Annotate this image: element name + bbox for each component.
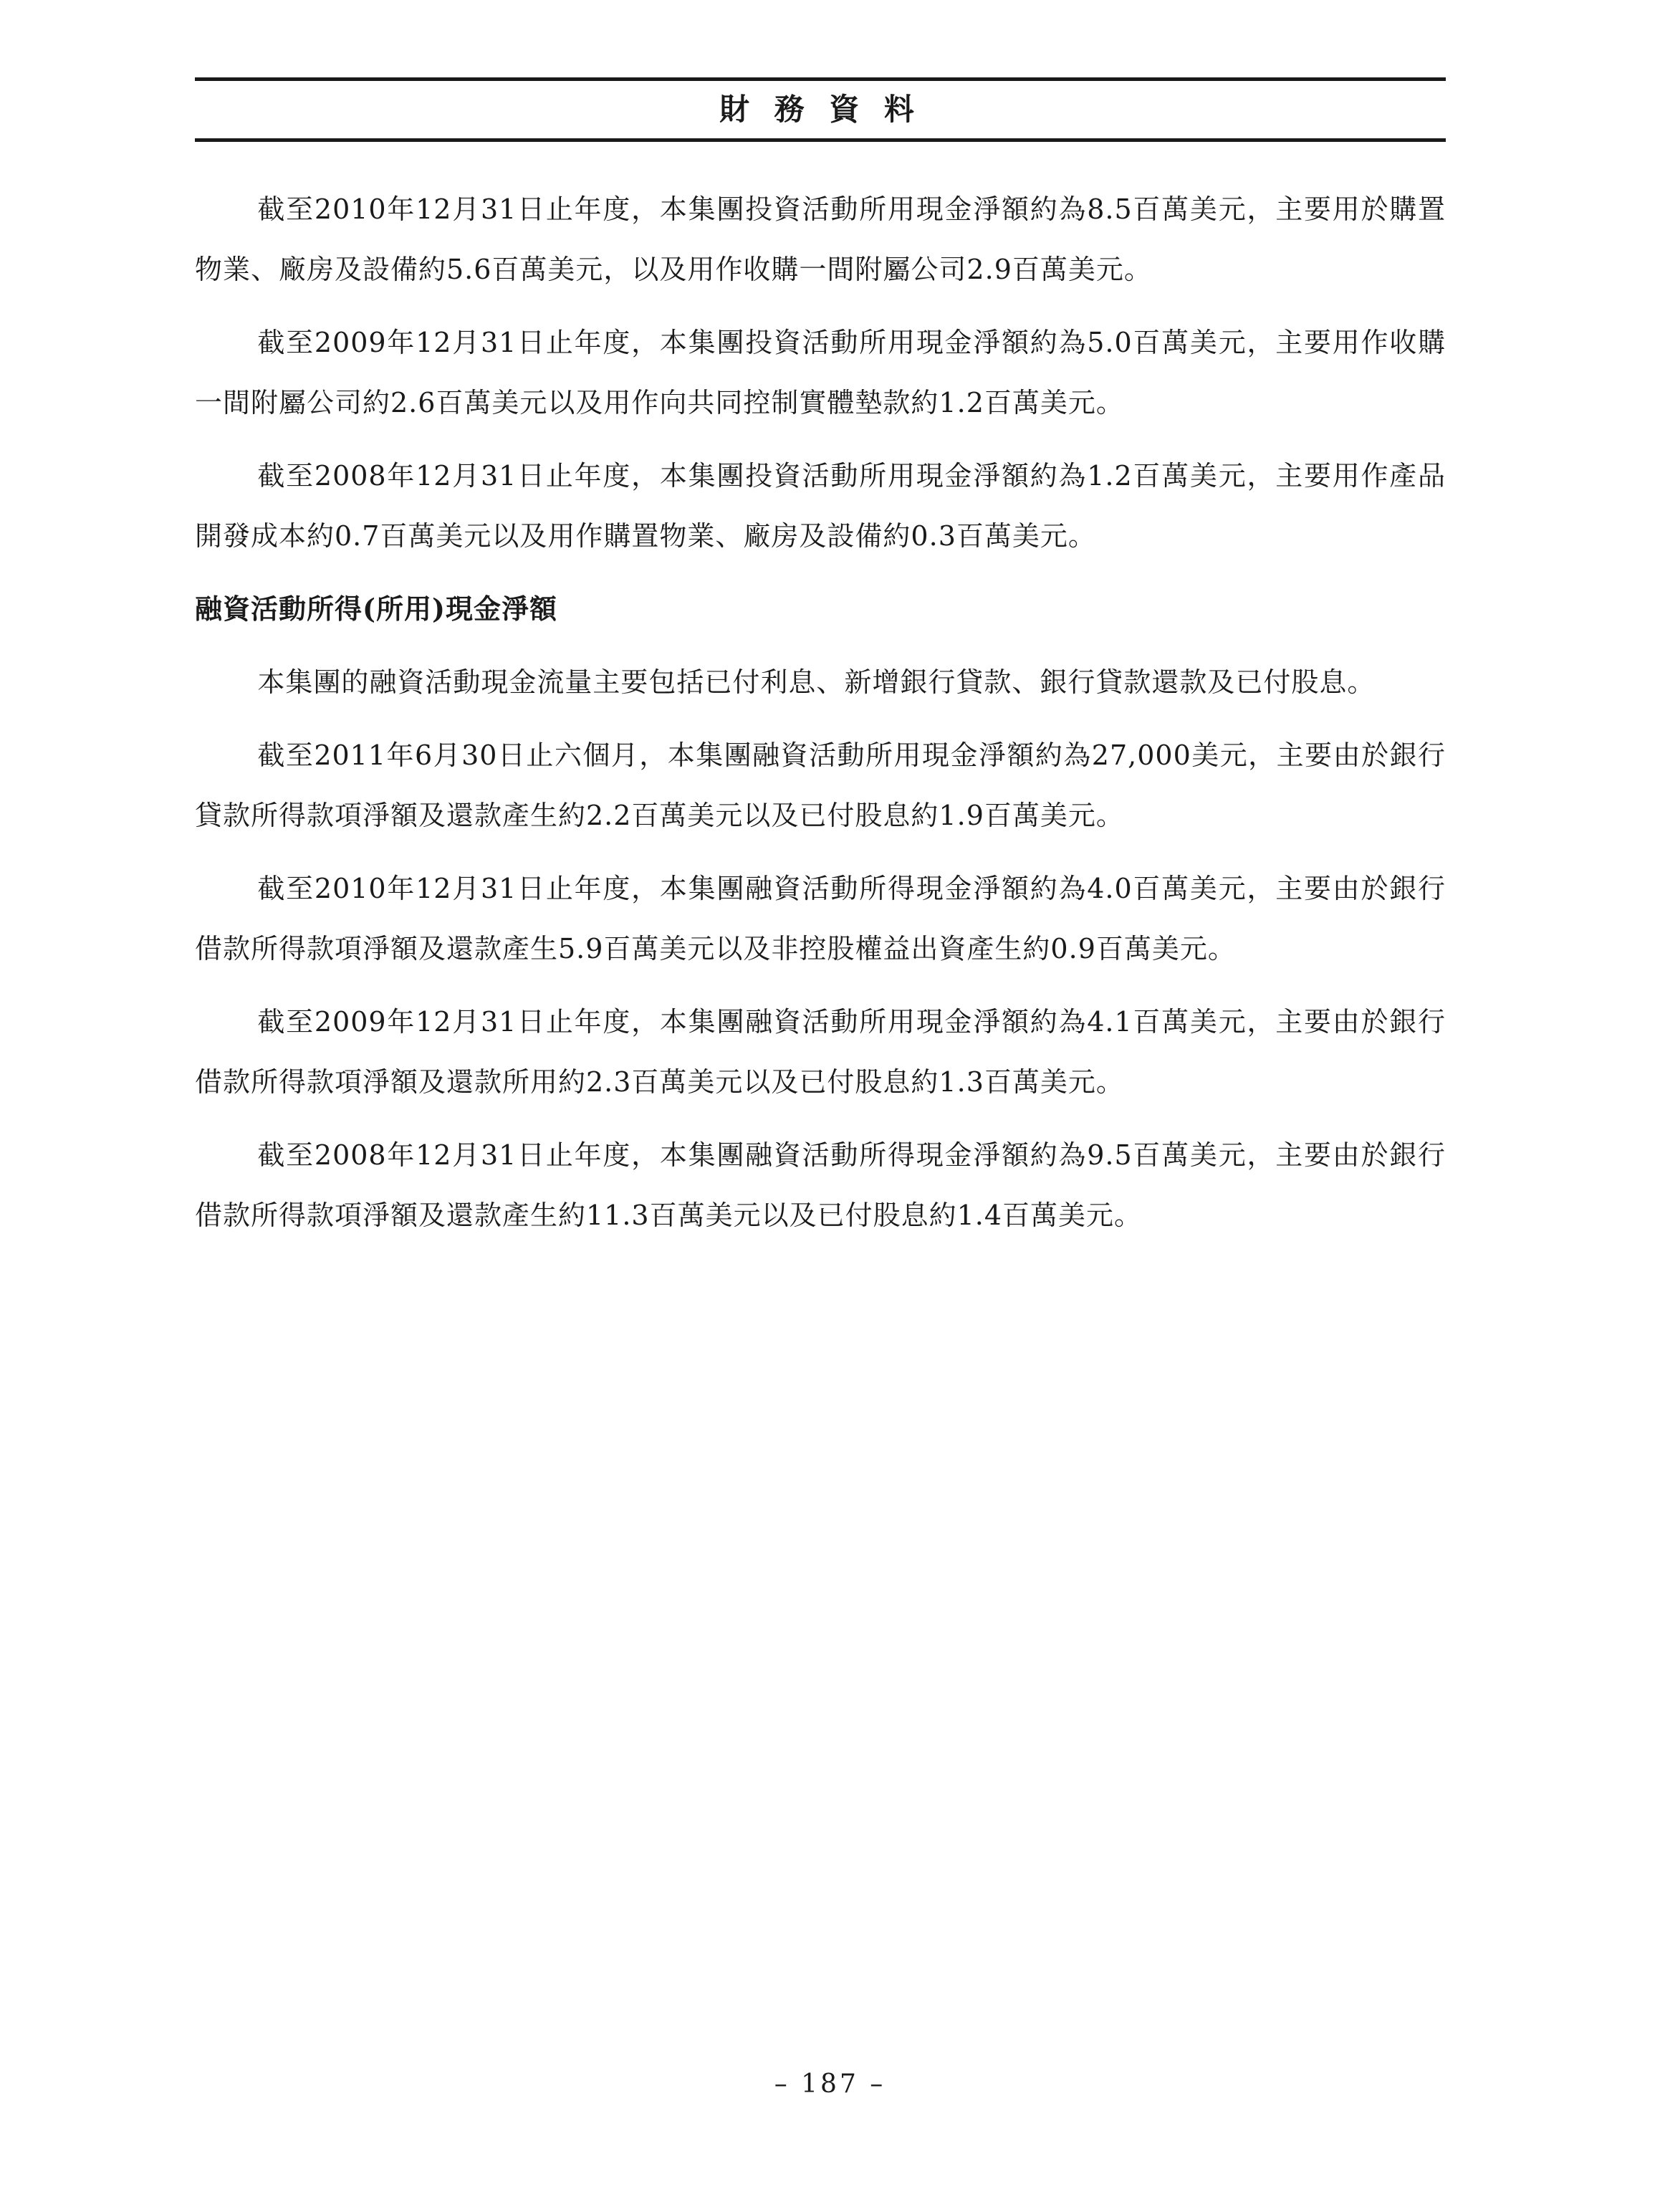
paragraph-financing-2011h1: 截至2011年6月30日止六個月，本集團融資活動所用現金淨額約為27,000美元，主要由於銀行貸款所得款項淨額及還款產生約2.2百萬美元以及已付股息約1.9百萬美元。 bbox=[195, 739, 1446, 831]
paragraph-financing-2008: 截至2008年12月31日止年度，本集團融資活動所得現金淨額約為9.5百萬美元，主要由於銀行借款所得款項淨額及還款產生約11.3百萬美元以及已付股息約1.4百萬美元。 bbox=[195, 1139, 1446, 1231]
paragraph-financing-overview: 本集團的融資活動現金流量主要包括已付利息、新增銀行貸款、銀行貸款還款及已付股息。 bbox=[257, 666, 1376, 698]
paragraph-financing-2009: 截至2009年12月31日止年度，本集團融資活動所用現金淨額約為4.1百萬美元，主要由於銀行借款所得款項淨額及還款所用約2.3百萬美元以及已付股息約1.3百萬美元。 bbox=[195, 1006, 1446, 1098]
paragraph-investing-2010: 截至2010年12月31日止年度，本集團投資活動所用現金淨額約為8.5百萬美元，主要用於購置物業、廠房及設備約5.6百萬美元，以及用作收購一間附屬公司2.9百萬美元。 bbox=[195, 193, 1446, 285]
header-top-rule bbox=[195, 77, 1446, 81]
paragraph-financing-2010: 截至2010年12月31日止年度，本集團融資活動所得現金淨額約為4.0百萬美元，主要由於銀行借款所得款項淨額及還款產生5.9百萬美元以及非控股權益出資產生約0.9百萬美元。 bbox=[195, 873, 1446, 964]
header-bottom-rule bbox=[195, 138, 1446, 142]
paragraph-investing-2009: 截至2009年12月31日止年度，本集團投資活動所用現金淨額約為5.0百萬美元，主要用作收購一間附屬公司約2.6百萬美元以及用作向共同控制實體墊款約1.2百萬美元。 bbox=[195, 327, 1446, 418]
section-heading-financing: 融資活動所得(所用)現金淨額 bbox=[195, 593, 557, 625]
paragraph-investing-2008: 截至2008年12月31日止年度，本集團投資活動所用現金淨額約為1.2百萬美元，主要用作產品開發成本約0.7百萬美元以及用作購置物業、廠房及設備約0.3百萬美元。 bbox=[195, 460, 1446, 552]
page-header-title: 財 務 資 料 bbox=[719, 92, 921, 127]
page-number: – 187 – bbox=[774, 2069, 886, 2099]
document-body bbox=[195, 179, 1446, 1258]
